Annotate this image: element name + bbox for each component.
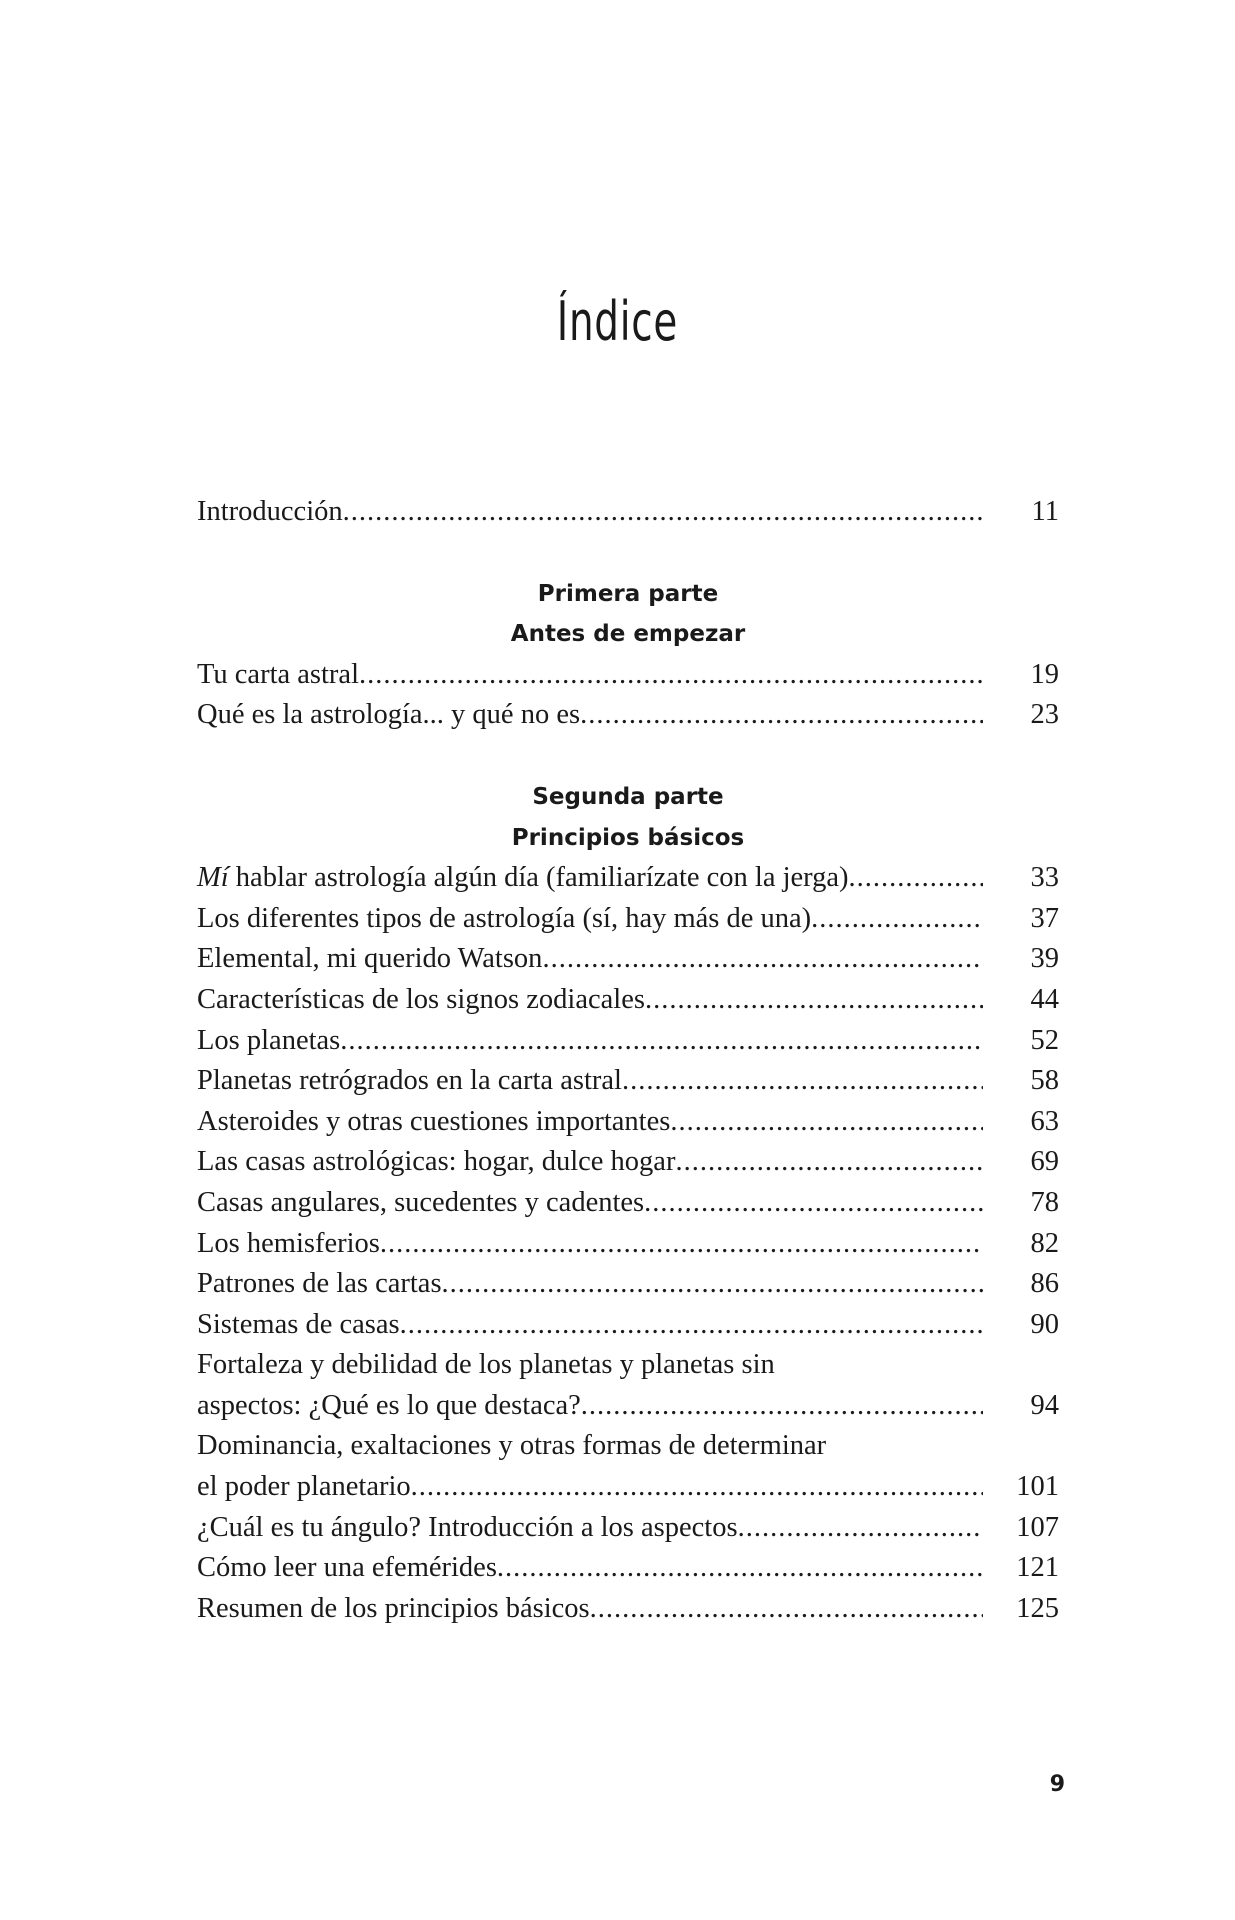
toc-entry[interactable] <box>197 899 1059 940</box>
toc-entry[interactable] <box>197 1061 1059 1102</box>
toc-entry-title: Fortaleza y debilidad de los planetas y planetas sin <box>197 1349 775 1381</box>
toc-entry-page: 90 <box>1030 1308 1059 1340</box>
dot-leader <box>359 655 983 696</box>
toc-entry[interactable] <box>197 1508 1059 1549</box>
toc-entry-title: Casas angulares, sucedentes y cadentes <box>197 1186 645 1218</box>
toc-entry-page: 63 <box>1030 1105 1059 1137</box>
dot-leader <box>542 939 983 980</box>
toc-entry-title: Dominancia, exaltaciones y otras formas de determinar <box>197 1430 827 1462</box>
toc-entry-page: 69 <box>1030 1146 1059 1178</box>
toc-entry[interactable] <box>197 1021 1059 1062</box>
toc-entry-title: aspectos: ¿Qué es lo que destaca? <box>197 1389 581 1421</box>
toc-entry-title: Las casas astrológicas: hogar, dulce hogar <box>197 1146 676 1178</box>
section-gap <box>197 736 1059 777</box>
dot-leader <box>811 899 983 940</box>
dot-leader <box>670 1102 983 1143</box>
toc-entry-page: 44 <box>1030 983 1059 1015</box>
toc-entry-title: Resumen de los principios básicos <box>197 1592 590 1624</box>
page-number: 9 <box>1049 1772 1065 1797</box>
toc-entry-line1[interactable] <box>197 1426 1059 1467</box>
toc-entry-page: 33 <box>1030 862 1059 894</box>
toc-entry-page: 82 <box>1030 1227 1059 1259</box>
toc-entry[interactable] <box>197 1467 1059 1508</box>
toc-entry-italic: Mí <box>197 862 229 894</box>
dot-leader <box>644 1183 983 1224</box>
toc-entry-title: Los planetas <box>197 1024 341 1056</box>
dot-leader <box>622 1061 983 1102</box>
toc-entry-title: Características de los signos zodiacales <box>197 983 645 1015</box>
toc-entry-title-rest: hablar astrología algún día (familiarízate con la jerga) <box>228 862 849 894</box>
section-gap <box>197 533 1059 574</box>
toc-entry-title: Asteroides y otras cuestiones importantes <box>197 1105 671 1137</box>
toc-entry-page: 39 <box>1030 943 1059 975</box>
toc-entry-title: Planetas retrógrados en la carta astral <box>197 1065 622 1097</box>
dot-leader <box>497 1548 983 1589</box>
toc-entry[interactable] <box>197 1183 1059 1224</box>
dot-leader <box>675 1142 983 1183</box>
toc-entry-page: 121 <box>1016 1552 1059 1584</box>
toc-entry[interactable] <box>197 858 1059 899</box>
dot-leader <box>340 1021 983 1062</box>
toc-entry-page: 11 <box>1031 496 1059 527</box>
toc-entry-title: Sistemas de casas <box>197 1308 400 1340</box>
toc-entry-title: ¿Cuál es tu ángulo? Introducción a los aspectos <box>197 1511 738 1543</box>
toc-entry[interactable] <box>197 980 1059 1021</box>
toc-entry-page: 37 <box>1030 902 1059 934</box>
toc-entry-page: 19 <box>1030 658 1059 690</box>
toc-entry-page: 86 <box>1030 1268 1059 1300</box>
toc-entry-title: Elemental, mi querido Watson <box>197 943 543 975</box>
toc-entry-page: 23 <box>1030 699 1059 731</box>
toc-entry-page: 58 <box>1030 1065 1059 1097</box>
toc-entry-title <box>197 858 849 899</box>
part-subtitle: Antes de empezar <box>510 621 746 648</box>
toc-entry-page: 125 <box>1016 1592 1059 1624</box>
table-of-contents <box>197 492 1059 1629</box>
dot-leader <box>411 1467 983 1508</box>
part-label: Primera parte <box>537 580 719 607</box>
dot-leader <box>380 1224 983 1265</box>
toc-entry-title: el poder planetario <box>197 1471 411 1503</box>
toc-entry[interactable] <box>197 1102 1059 1143</box>
toc-entry-title: Introducción <box>197 496 343 527</box>
toc-entry[interactable] <box>197 1589 1059 1630</box>
toc-entry[interactable] <box>197 1548 1059 1589</box>
dot-leader <box>580 695 983 736</box>
toc-entry-title: Los hemisferios <box>197 1227 380 1259</box>
toc-entry[interactable] <box>197 1386 1059 1427</box>
toc-entry-title: Tu carta astral <box>197 658 359 690</box>
part-subtitle: Principios básicos <box>511 824 745 851</box>
toc-entry-title: Cómo leer una efemérides <box>197 1552 497 1584</box>
dot-leader <box>590 1589 983 1630</box>
toc-entry-title: Patrones de las cartas <box>197 1268 442 1300</box>
page-title: Índice <box>556 290 678 353</box>
part-label: Segunda parte <box>532 783 724 810</box>
toc-entry[interactable] <box>197 939 1059 980</box>
toc-entry-page: 107 <box>1016 1511 1059 1543</box>
dot-leader <box>645 980 983 1021</box>
toc-entry-line1[interactable] <box>197 1345 1059 1386</box>
dot-leader <box>581 1386 983 1427</box>
toc-entry-page: 52 <box>1030 1024 1059 1056</box>
dot-leader <box>343 492 983 533</box>
dot-leader <box>442 1264 983 1305</box>
toc-entry-title: Qué es la astrología... y qué no es <box>197 699 581 731</box>
toc-entry-introduccion[interactable] <box>197 492 1059 533</box>
dot-leader <box>400 1305 983 1346</box>
toc-entry[interactable] <box>197 1142 1059 1183</box>
toc-entry[interactable] <box>197 1224 1059 1265</box>
dot-leader <box>738 1508 983 1549</box>
toc-entry-page: 94 <box>1030 1389 1059 1421</box>
toc-entry[interactable] <box>197 1264 1059 1305</box>
toc-entry[interactable] <box>197 695 1059 736</box>
dot-leader <box>849 858 983 899</box>
toc-entry-title: Los diferentes tipos de astrología (sí, hay más de una) <box>197 902 812 934</box>
toc-entry-page: 101 <box>1016 1471 1059 1503</box>
toc-entry[interactable] <box>197 1305 1059 1346</box>
toc-entry-page: 78 <box>1030 1186 1059 1218</box>
toc-entry[interactable] <box>197 655 1059 696</box>
